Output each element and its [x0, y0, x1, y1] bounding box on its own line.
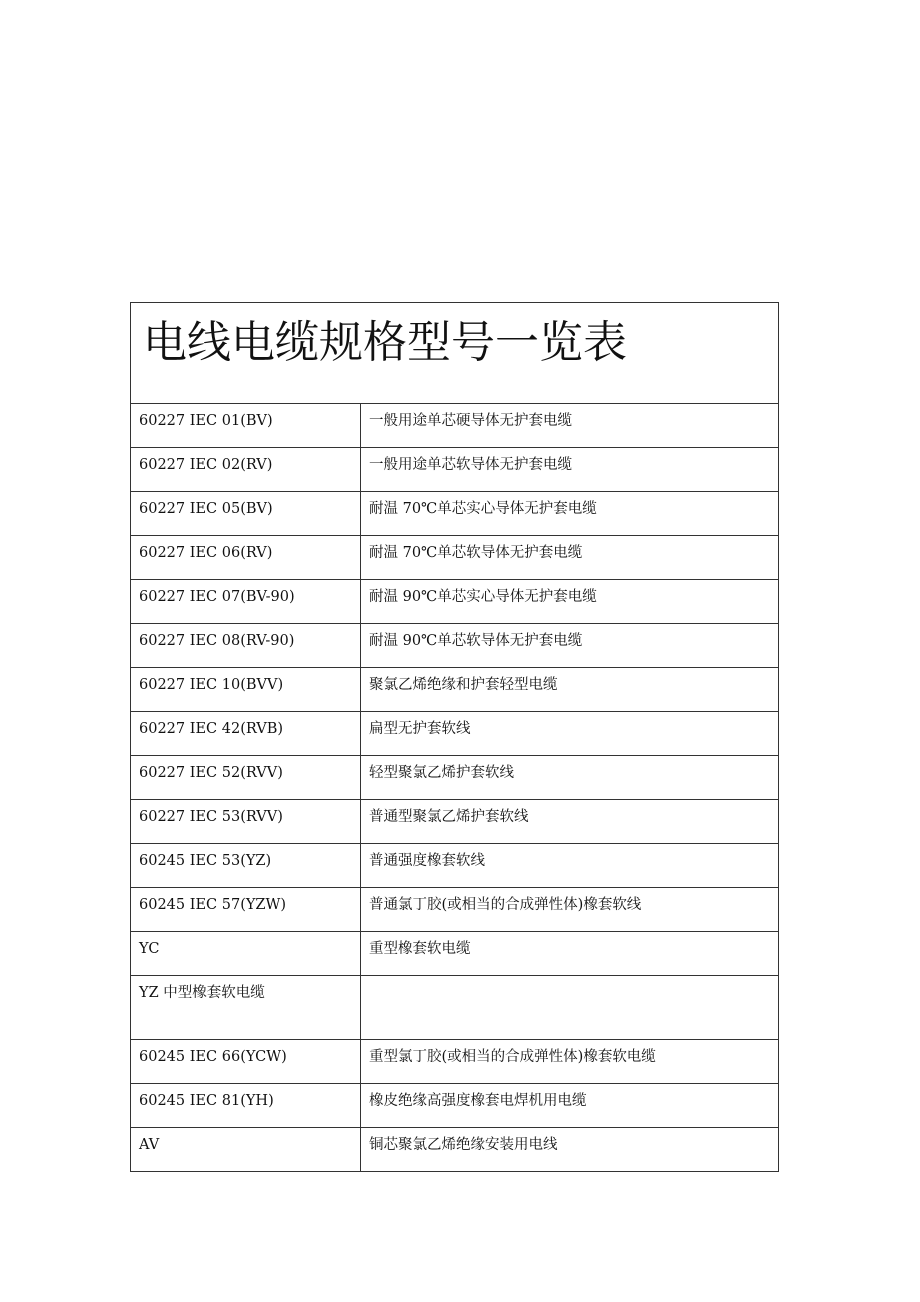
table-row — [131, 932, 779, 976]
table-row — [131, 976, 779, 1040]
model-cell: 60227 IEC 07(BV-90) — [131, 580, 361, 624]
model-cell: 60245 IEC 53(YZ) — [131, 844, 361, 888]
description-cell: 扁型无护套软线 — [361, 712, 779, 756]
model-cell: 60245 IEC 66(YCW) — [131, 1040, 361, 1084]
model-cell: AV — [131, 1128, 361, 1172]
description-cell: 一般用途单芯软导体无护套电缆 — [361, 448, 779, 492]
description-cell: 轻型聚氯乙烯护套软线 — [361, 756, 779, 800]
table-row — [131, 1040, 779, 1084]
table-row — [131, 448, 779, 492]
description-cell — [361, 976, 779, 1040]
model-cell: 60227 IEC 52(RVV) — [131, 756, 361, 800]
model-cell: 60227 IEC 42(RVB) — [131, 712, 361, 756]
model-cell: YZ 中型橡套软电缆 — [131, 976, 361, 1040]
description-cell: 耐温 70℃单芯软导体无护套电缆 — [361, 536, 779, 580]
table-row — [131, 888, 779, 932]
description-cell: 重型橡套软电缆 — [361, 932, 779, 976]
description-cell: 重型氯丁胶(或相当的合成弹性体)橡套软电缆 — [361, 1040, 779, 1084]
table-row — [131, 624, 779, 668]
description-cell: 普通型聚氯乙烯护套软线 — [361, 800, 779, 844]
model-cell: 60227 IEC 53(RVV) — [131, 800, 361, 844]
model-cell: 60245 IEC 57(YZW) — [131, 888, 361, 932]
table-row — [131, 1084, 779, 1128]
model-cell: 60227 IEC 08(RV-90) — [131, 624, 361, 668]
description-cell: 普通强度橡套软线 — [361, 844, 779, 888]
table-row — [131, 536, 779, 580]
table-row — [131, 668, 779, 712]
model-cell: 60227 IEC 01(BV) — [131, 404, 361, 448]
cable-spec-table — [130, 302, 779, 1172]
description-cell: 耐温 90℃单芯软导体无护套电缆 — [361, 624, 779, 668]
model-cell: 60227 IEC 05(BV) — [131, 492, 361, 536]
table-row — [131, 492, 779, 536]
table-title: 电线电缆规格型号一览表 — [131, 303, 779, 404]
model-cell: 60227 IEC 06(RV) — [131, 536, 361, 580]
table-row — [131, 404, 779, 448]
description-cell: 普通氯丁胶(或相当的合成弹性体)橡套软线 — [361, 888, 779, 932]
table-row — [131, 580, 779, 624]
description-cell: 聚氯乙烯绝缘和护套轻型电缆 — [361, 668, 779, 712]
table-row — [131, 844, 779, 888]
model-cell: 60245 IEC 81(YH) — [131, 1084, 361, 1128]
table-row — [131, 712, 779, 756]
table-row — [131, 800, 779, 844]
model-cell: 60227 IEC 02(RV) — [131, 448, 361, 492]
model-cell: 60227 IEC 10(BVV) — [131, 668, 361, 712]
description-cell: 耐温 90℃单芯实心导体无护套电缆 — [361, 580, 779, 624]
title-row — [131, 303, 779, 404]
table-row — [131, 1128, 779, 1172]
model-cell: YC — [131, 932, 361, 976]
description-cell: 铜芯聚氯乙烯绝缘安装用电线 — [361, 1128, 779, 1172]
description-cell: 橡皮绝缘高强度橡套电焊机用电缆 — [361, 1084, 779, 1128]
table-row — [131, 756, 779, 800]
description-cell: 耐温 70℃单芯实心导体无护套电缆 — [361, 492, 779, 536]
description-cell: 一般用途单芯硬导体无护套电缆 — [361, 404, 779, 448]
